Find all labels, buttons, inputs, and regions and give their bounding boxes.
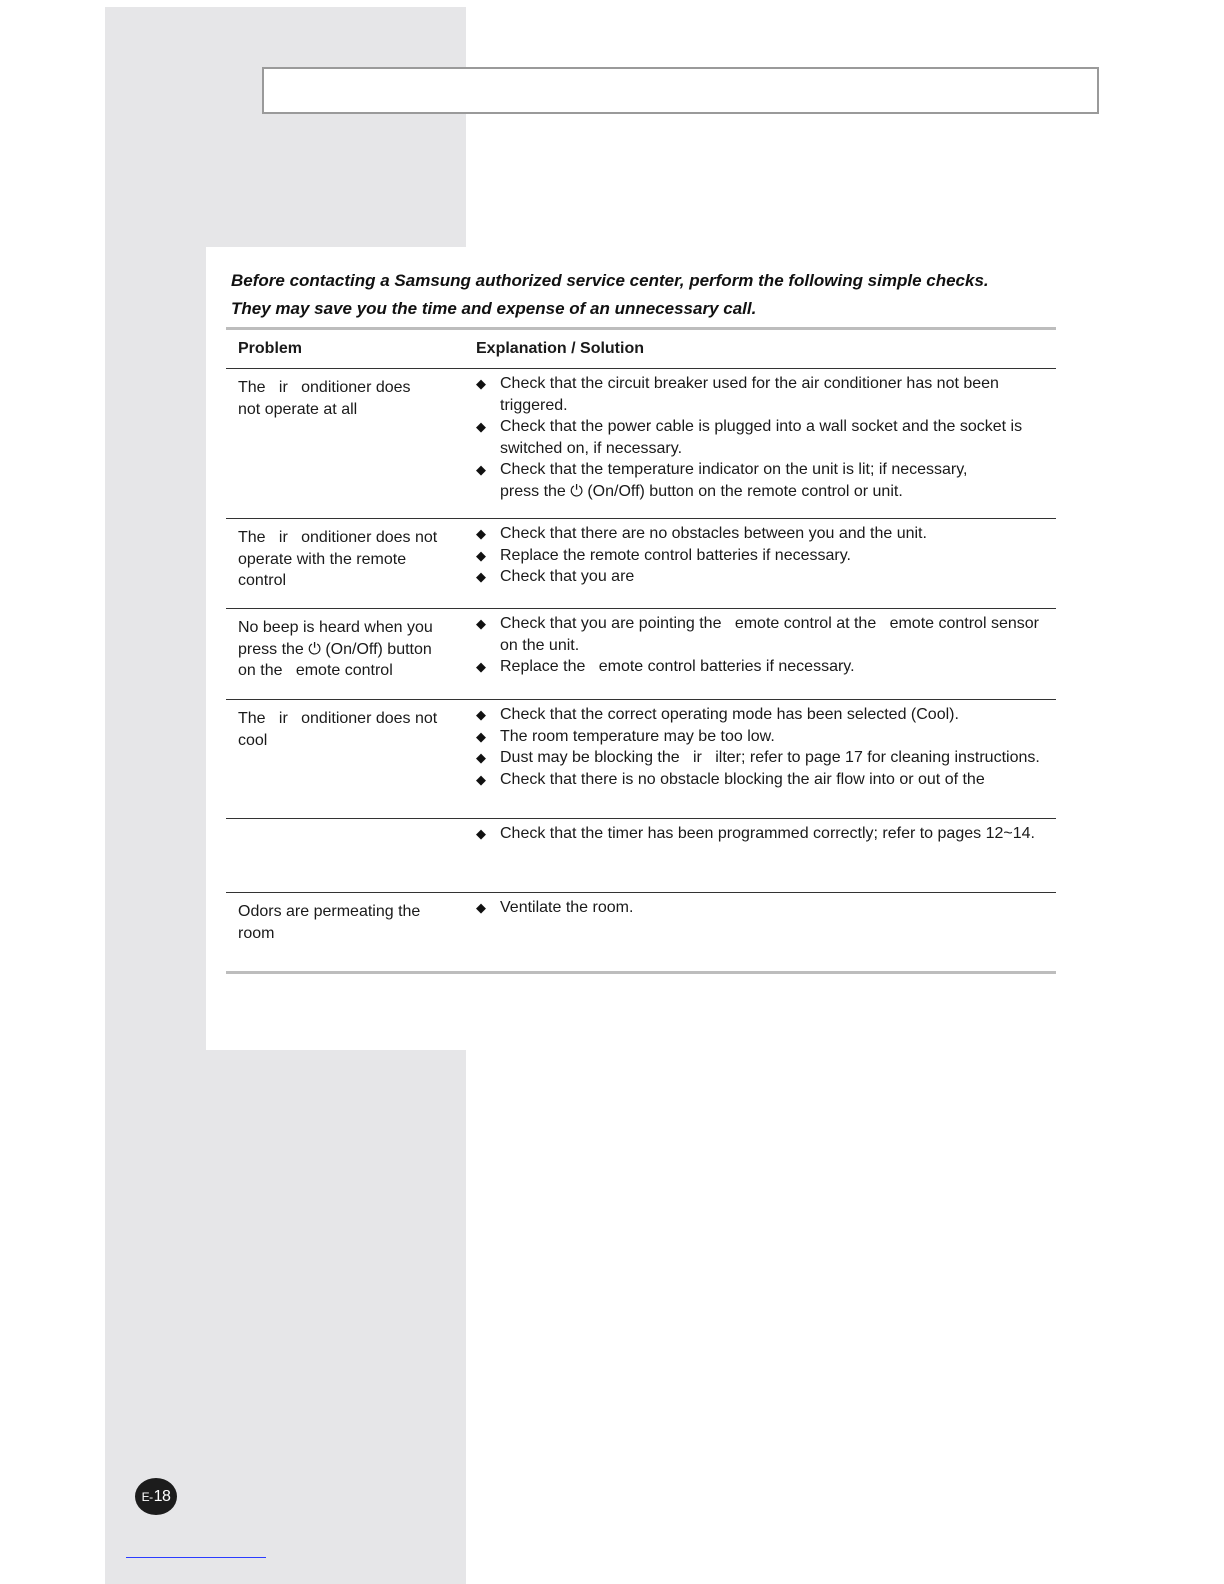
solution-text: Check that the circuit breaker used for the air conditioner has not been triggered. bbox=[500, 375, 999, 414]
solution-cell bbox=[464, 819, 1056, 892]
solution-text: Check that the correct operating mode has been selected (Cool). bbox=[500, 706, 959, 723]
diamond-bullet-icon: ◆ bbox=[476, 419, 486, 434]
solution-text: Check that the power cable is plugged into a wall socket and the socket is switched on, if necessary. bbox=[500, 418, 1023, 457]
diamond-bullet-icon: ◆ bbox=[476, 728, 486, 744]
solution-cell bbox=[464, 700, 1056, 818]
diamond-bullet-icon: ◆ bbox=[476, 771, 486, 787]
diamond-bullet-icon: ◆ bbox=[476, 750, 486, 765]
problem-cell: The ir onditioner does not operate at all bbox=[238, 379, 411, 418]
solution-item bbox=[476, 726, 1056, 748]
table-header bbox=[226, 330, 1056, 369]
table-body bbox=[226, 369, 1056, 971]
solution-item bbox=[476, 747, 1056, 769]
solution-cell bbox=[464, 369, 1056, 518]
header-problem: Problem bbox=[238, 340, 303, 357]
page-number-badge bbox=[135, 1478, 177, 1515]
page-number: 18 bbox=[153, 1487, 171, 1505]
table-row bbox=[226, 893, 1056, 971]
solution-item bbox=[476, 373, 1056, 416]
solution-item bbox=[476, 769, 1056, 791]
footer-link-underline[interactable] bbox=[126, 1557, 266, 1558]
diamond-bullet-icon: ◆ bbox=[476, 616, 486, 631]
solution-text: Check that you are pointing the emote control at the emote control sensor on the unit. bbox=[500, 615, 1039, 654]
solution-text: Check that the timer has been programmed correctly; refer to pages 12~14. bbox=[500, 825, 1035, 842]
table-row bbox=[226, 700, 1056, 819]
solution-item bbox=[476, 897, 1056, 919]
solution-cell bbox=[464, 893, 1056, 971]
problem-cell: Odors are permeating the room bbox=[238, 903, 421, 942]
diamond-bullet-icon: ◆ bbox=[476, 547, 486, 563]
diamond-bullet-icon: ◆ bbox=[476, 569, 486, 584]
table-row bbox=[226, 609, 1056, 700]
diamond-bullet-icon: ◆ bbox=[476, 462, 486, 477]
intro-line-1: Before contacting a Samsung authorized service center, perform the following simple checks. bbox=[231, 271, 989, 290]
solution-item bbox=[476, 459, 1056, 502]
page-prefix: E- bbox=[141, 1489, 153, 1504]
solution-text: Replace the emote control batteries if necessary. bbox=[500, 658, 855, 675]
solution-list bbox=[476, 613, 1056, 678]
solution-list bbox=[476, 373, 1056, 502]
solution-item bbox=[476, 416, 1056, 459]
solution-text: Check that the temperature indicator on the unit is lit; if necessary, press the ⏻ (On/Off) button on the remote control or unit. bbox=[500, 461, 968, 500]
solution-text: Check that there is no obstacle blocking the air flow into or out of the bbox=[500, 770, 985, 788]
solution-text: Check that you are bbox=[500, 568, 635, 585]
diamond-bullet-icon: ◆ bbox=[476, 826, 486, 841]
problem-cell: No beep is heard when you press the ⏻ (On/Off) button on the emote control bbox=[238, 619, 433, 679]
solution-text: Check that there are no obstacles between you and the unit. bbox=[500, 525, 927, 542]
diamond-bullet-icon: ◆ bbox=[476, 526, 486, 541]
solution-cell bbox=[464, 519, 1056, 608]
solution-item bbox=[476, 823, 1056, 845]
table-row bbox=[226, 819, 1056, 893]
solution-list bbox=[476, 897, 1056, 919]
troubleshooting-table bbox=[226, 327, 1056, 974]
table-row bbox=[226, 519, 1056, 609]
solution-cell bbox=[464, 609, 1056, 699]
content-panel bbox=[206, 247, 1076, 1050]
solution-text: Ventilate the room. bbox=[500, 899, 634, 916]
solution-text: Dust may be blocking the ir ilter; refer to page 17 for cleaning instructions. bbox=[500, 749, 1040, 766]
solution-item bbox=[476, 704, 1056, 726]
solution-item bbox=[476, 523, 1056, 545]
header-solution: Explanation / Solution bbox=[476, 340, 644, 357]
problem-cell: The ir onditioner does not operate with the remote control bbox=[238, 529, 438, 589]
title-box bbox=[262, 67, 1099, 114]
solution-item bbox=[476, 656, 1056, 678]
intro-text bbox=[231, 267, 1071, 323]
diamond-bullet-icon: ◆ bbox=[476, 376, 486, 391]
solution-item bbox=[476, 566, 1056, 588]
solution-list bbox=[476, 523, 1056, 588]
solution-item bbox=[476, 613, 1056, 656]
solution-list bbox=[476, 823, 1056, 845]
solution-text: The room temperature may be too low. bbox=[500, 727, 775, 745]
diamond-bullet-icon: ◆ bbox=[476, 659, 486, 674]
table-row bbox=[226, 369, 1056, 519]
solution-text: Replace the remote control batteries if necessary. bbox=[500, 546, 851, 564]
intro-line-2: They may save you the time and expense of an unnecessary call. bbox=[231, 299, 757, 318]
solution-list bbox=[476, 704, 1056, 790]
diamond-bullet-icon: ◆ bbox=[476, 707, 486, 722]
diamond-bullet-icon: ◆ bbox=[476, 900, 486, 915]
problem-cell bbox=[226, 819, 464, 892]
solution-item bbox=[476, 545, 1056, 567]
problem-cell: The ir onditioner does not cool bbox=[238, 710, 438, 749]
